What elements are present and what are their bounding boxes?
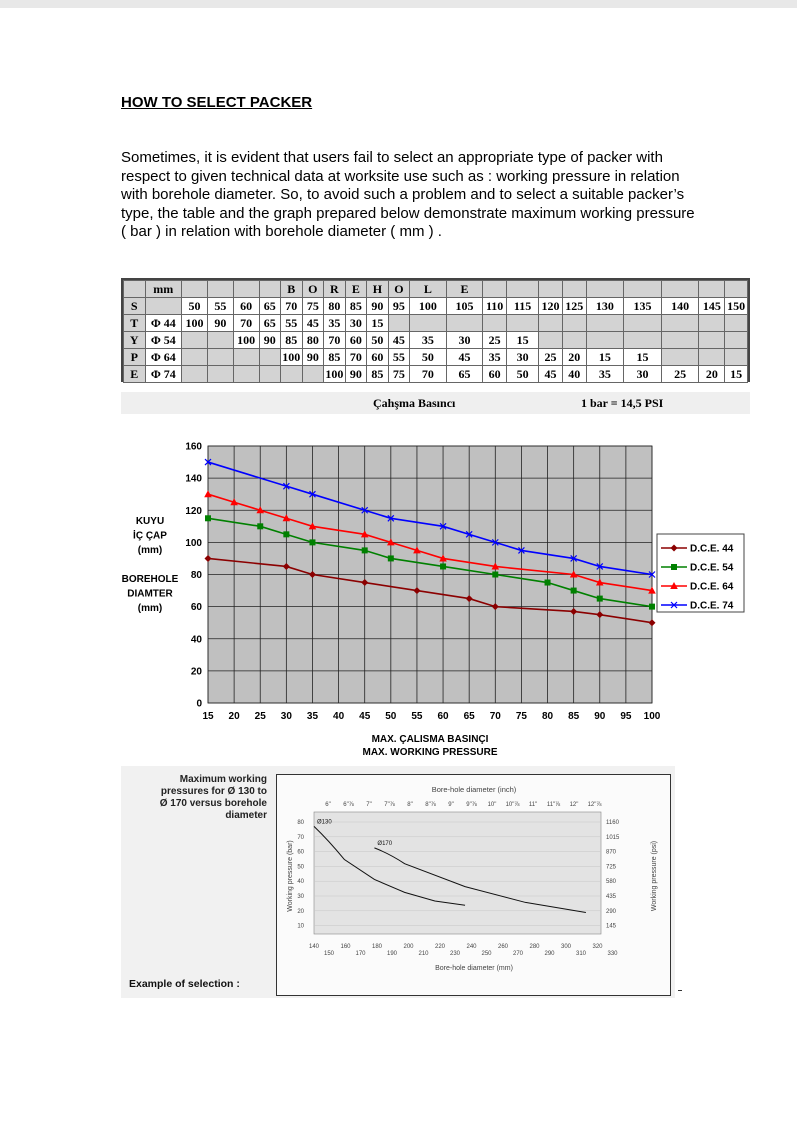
x-tick-label: 45 [359, 711, 371, 722]
inch-tick-label: 9" [448, 802, 454, 808]
pressure-cell [661, 332, 699, 349]
x-tick-label: 75 [515, 711, 527, 722]
y-tick-label: 80 [297, 820, 304, 826]
y-tick-label-psi: 145 [606, 923, 617, 930]
type-letter: T [124, 315, 146, 332]
x-tick-label: 15 [202, 711, 214, 722]
x-tick-label: 310 [575, 951, 587, 957]
y-tick-label: 60 [190, 602, 202, 614]
x-tick-label: 55 [411, 711, 423, 722]
legend-entry: D.C.E. 74 [690, 600, 734, 612]
pressure-cell: 75 [388, 366, 410, 383]
pressure-diameter-chart [120, 438, 760, 763]
data-point [440, 563, 446, 569]
inch-tick-label: 12" [569, 802, 579, 808]
pressure-cell: 35 [410, 332, 447, 349]
y-axis-label-line: İÇ ÇAP [133, 530, 167, 542]
pressure-cell [410, 315, 447, 332]
y-tick-label-psi: 1015 [606, 834, 620, 841]
table-blank-cell [259, 281, 281, 298]
stray-mark [678, 990, 682, 991]
y-tick-label: 70 [297, 834, 304, 841]
pressure-cell: 90 [207, 315, 233, 332]
y-tick-label-psi: 725 [606, 864, 617, 871]
x-tick-label: 150 [323, 951, 335, 957]
size-header: 90 [367, 298, 389, 315]
data-point [545, 580, 551, 586]
page-title: HOW TO SELECT PACKER [121, 94, 313, 111]
pressure-cell: 15 [624, 349, 662, 366]
table-row [124, 349, 748, 366]
chart2-y-axis-label-psi: Working pressure (psi) [651, 840, 658, 912]
data-point [649, 604, 655, 610]
size-header: 120 [539, 298, 563, 315]
pressure-cell: 65 [259, 315, 281, 332]
x-tick-label: 290 [544, 951, 555, 957]
y-tick-label: 20 [190, 666, 202, 678]
data-point [257, 523, 263, 529]
pressure-cell [446, 315, 483, 332]
size-header: 50 [182, 298, 208, 315]
x-tick-label: 270 [512, 951, 524, 957]
chart2-x-axis-label: Bore-hole diameter (mm) [435, 965, 513, 972]
pressure-cell: 90 [302, 349, 324, 366]
inch-tick-label: 6"⅞ [343, 802, 354, 808]
pressure-cell [207, 349, 233, 366]
x-tick-label: 50 [385, 711, 397, 722]
pressure-cell: 45 [539, 366, 563, 383]
pressure-cell: 20 [562, 349, 586, 366]
table-header-row [124, 281, 748, 298]
inch-tick-label: 11"⅞ [546, 802, 561, 808]
pressure-cell [483, 315, 507, 332]
pressure-cell [233, 349, 259, 366]
size-header: 135 [624, 298, 662, 315]
y-tick-label-psi: 1160 [606, 820, 619, 826]
pressure-cell: 15 [367, 315, 389, 332]
pressure-cell [586, 315, 624, 332]
x-tick-label: 25 [254, 711, 266, 722]
x-tick-label: 140 [308, 944, 320, 950]
table-caption [121, 392, 750, 414]
borehole-letter: R [324, 281, 346, 298]
y-tick-label-psi: 435 [606, 894, 617, 900]
pressure-cell: 100 [282, 349, 301, 364]
size-header: 140 [661, 298, 699, 315]
table-row [124, 332, 748, 349]
table-blank-cell [725, 281, 748, 298]
inch-tick-label: 7" [366, 802, 372, 808]
y-tick-label-psi: 870 [606, 849, 617, 856]
x-tick-label: 330 [607, 951, 618, 957]
x-tick-label: 190 [386, 951, 398, 957]
pressure-cell: 30 [446, 332, 483, 349]
y-tick-label: 50 [297, 864, 304, 871]
x-tick-label: 90 [594, 711, 606, 722]
secondary-chart-panel [121, 766, 675, 998]
y-tick-label: 30 [297, 894, 304, 900]
size-header: 125 [562, 298, 586, 315]
table-blank-cell [562, 281, 586, 298]
borehole-letter: H [367, 281, 389, 298]
pressure-cell: 50 [367, 332, 389, 349]
chart2-title: Bore-hole diameter (inch) [431, 785, 517, 794]
size-header: 80 [324, 298, 346, 315]
curve-label: Ø130 [317, 819, 332, 826]
pressure-cell: 35 [483, 349, 507, 366]
pressure-cell: 45 [388, 332, 410, 349]
y-tick-label: 120 [185, 505, 202, 517]
pressure-cell: 55 [388, 349, 410, 366]
pressure-cell: 60 [345, 332, 367, 349]
inch-tick-label: 6" [325, 802, 331, 808]
pressure-cell [562, 315, 586, 332]
borehole-pressure-chart [276, 774, 671, 996]
pressure-cell: 30 [345, 315, 367, 332]
pressure-cell [506, 315, 538, 332]
inch-tick-label: 10"⅞ [505, 802, 520, 808]
pressure-cell [624, 315, 662, 332]
table-blank-cell [661, 281, 699, 298]
size-header: 75 [302, 298, 324, 315]
borehole-table [121, 278, 750, 382]
x-tick-label: 160 [340, 944, 351, 950]
pressure-cell: 15 [725, 366, 748, 383]
x-tick-label: 220 [434, 944, 446, 950]
x-tick-label: 250 [481, 951, 492, 957]
x-tick-label: 260 [497, 944, 509, 950]
size-header: 85 [345, 298, 367, 315]
pressure-cell: 85 [281, 332, 303, 349]
pressure-cell: 15 [506, 332, 538, 349]
data-point [388, 555, 394, 561]
size-header: 70 [281, 298, 303, 315]
pressure-cell [725, 332, 748, 349]
packer-diameter-label: Φ 64 [145, 349, 182, 366]
table-size-row [124, 298, 748, 315]
size-header: 130 [586, 298, 624, 315]
pressure-cell [182, 332, 208, 349]
x-axis-label-line: MAX. ÇALISMA BASINÇI [371, 734, 489, 745]
packer-diameter-label: Φ 54 [145, 332, 182, 349]
pressure-cell: 90 [345, 366, 367, 383]
example-label: Example of selection : [129, 978, 240, 990]
pressure-cell [233, 366, 259, 383]
y-tick-label: 160 [185, 441, 202, 453]
pressure-cell: 35 [324, 315, 346, 332]
table-blank-cell [624, 281, 662, 298]
pressure-cell [302, 366, 324, 383]
pressure-cell: 50 [410, 349, 447, 366]
x-tick-label: 230 [449, 951, 461, 957]
pressure-cell: 100 [233, 332, 259, 349]
size-header: 65 [259, 298, 281, 315]
x-tick-label: 240 [466, 944, 477, 950]
pressure-cell [539, 315, 563, 332]
y-tick-label: 40 [297, 879, 304, 886]
pressure-cell [699, 315, 725, 332]
pressure-cell: 45 [446, 349, 483, 366]
inch-tick-label: 10" [487, 802, 497, 808]
borehole-letter: O [388, 281, 410, 298]
pressure-cell: 40 [562, 366, 586, 383]
pressure-cell [661, 349, 699, 366]
pressure-cell: 25 [483, 332, 507, 349]
pressure-cell: 15 [586, 349, 624, 366]
pressure-cell: 25 [661, 366, 699, 383]
pressure-cell: 35 [586, 366, 624, 383]
data-point [362, 547, 368, 553]
table-blank-cell [233, 281, 259, 298]
y-tick-label: 80 [190, 570, 202, 581]
inch-tick-label: 12"⅞ [587, 802, 602, 808]
pressure-cell [725, 315, 748, 332]
inch-tick-label: 8"⅞ [425, 802, 436, 808]
page-top-bar [0, 0, 797, 8]
legend-entry: D.C.E. 44 [690, 543, 734, 555]
inch-tick-label: 7"⅞ [384, 802, 395, 808]
x-tick-label: 210 [418, 951, 429, 957]
pressure-cell [259, 366, 281, 383]
table-blank-cell [483, 281, 507, 298]
borehole-letter: E [345, 281, 367, 298]
pressure-caption: Çahşma Basıncı [373, 396, 456, 410]
pressure-cell: 20 [699, 366, 725, 383]
legend-entry: D.C.E. 54 [690, 562, 734, 574]
pressure-cell [207, 366, 233, 383]
pressure-cell: 80 [302, 332, 324, 349]
inch-tick-label: 9"⅞ [466, 802, 477, 808]
y-tick-label: 100 [185, 537, 202, 549]
x-tick-label: 20 [228, 711, 240, 722]
y-tick-label: 40 [190, 634, 202, 646]
x-tick-label: 30 [280, 711, 292, 722]
pressure-cell: 30 [506, 349, 538, 366]
x-tick-label: 100 [643, 711, 661, 722]
y-tick-label: 140 [185, 473, 202, 485]
y-tick-label-psi: 580 [606, 879, 617, 886]
pressure-cell: 60 [367, 349, 389, 366]
x-tick-label: 300 [560, 944, 572, 950]
table-diagonal-cell [145, 298, 182, 315]
table-blank-cell [539, 281, 563, 298]
y-tick-label: 10 [297, 923, 304, 930]
table-blank-cell [586, 281, 624, 298]
x-tick-label: 320 [592, 944, 603, 950]
pressure-cell [699, 349, 725, 366]
table-unit-label: mm [145, 281, 182, 298]
size-header: 95 [388, 298, 410, 315]
borehole-letter: E [446, 281, 483, 298]
x-tick-label: 280 [529, 944, 540, 950]
pressure-cell: 85 [367, 366, 389, 383]
size-header: 150 [725, 298, 748, 315]
pressure-cell: 70 [345, 349, 367, 366]
y-tick-label: 0 [196, 698, 202, 710]
pressure-cell [725, 349, 748, 366]
type-letter: S [124, 298, 146, 315]
table-blank-cell [207, 281, 233, 298]
data-point [283, 531, 289, 537]
x-tick-label: 180 [371, 944, 383, 950]
x-tick-label: 60 [437, 711, 449, 722]
table-row [124, 315, 748, 332]
size-header: 60 [233, 298, 259, 315]
y-tick-label: 60 [297, 849, 304, 856]
x-tick-label: 200 [403, 944, 414, 950]
data-point [309, 539, 315, 545]
pressure-cell: 100 [325, 366, 344, 381]
type-letter: Y [124, 332, 146, 349]
x-tick-label: 80 [541, 711, 554, 722]
borehole-letter: O [302, 281, 324, 298]
size-header: 105 [446, 298, 483, 315]
x-tick-label: 95 [620, 711, 632, 722]
pressure-cell [388, 315, 410, 332]
x-tick-label: 35 [306, 711, 319, 722]
y-axis-label-line: BOREHOLE [121, 574, 179, 585]
y-axis-label-line: KUYU [135, 516, 165, 527]
pressure-cell: 70 [324, 332, 346, 349]
pressure-cell: 70 [233, 315, 259, 332]
table-blank-cell [506, 281, 538, 298]
intro-paragraph: Sometimes, it is evident that users fail to select an appropriate type of packer with respect to given technical data at worksite use such as : working pressure in relation with borehole diameter. So, to avoid such a problem and to select a suitable packer’s type, the table and the graph prepared below demonstrate maximum working pressure ( bar ) in relation with borehole diameter ( mm ) . [121, 149, 695, 240]
pressure-cell [182, 366, 208, 383]
x-tick-label: 170 [355, 951, 366, 957]
pressure-cell [182, 349, 208, 366]
pressure-cell [562, 332, 586, 349]
pressure-cell: 25 [539, 349, 563, 366]
table-blank-cell [182, 281, 208, 298]
pressure-cell [539, 332, 563, 349]
packer-diameter-label: Φ 44 [145, 315, 182, 332]
size-header: 145 [699, 298, 725, 315]
x-axis-label-line: MAX. WORKING PRESSURE [362, 747, 498, 758]
size-header: 110 [483, 298, 507, 315]
type-letter: E [124, 366, 146, 383]
pressure-cell: 100 [182, 315, 208, 332]
pressure-cell: 70 [410, 366, 447, 383]
pressure-cell [207, 332, 233, 349]
pressure-cell: 55 [281, 315, 303, 332]
inch-tick-label: 8" [407, 802, 413, 808]
pressure-cell [661, 315, 699, 332]
pressure-cell [259, 349, 281, 366]
pressure-cell [699, 332, 725, 349]
pressure-cell: 65 [446, 366, 483, 383]
size-header: 100 [410, 298, 447, 315]
table-corner-blank [124, 281, 146, 298]
x-tick-label: 85 [568, 711, 580, 722]
y-axis-label-line: DIAMTER [127, 588, 173, 600]
data-point [205, 515, 211, 521]
size-header: 55 [207, 298, 233, 315]
chart2-plot-area [314, 812, 601, 934]
x-tick-label: 70 [489, 711, 501, 722]
y-axis-label-line: (mm) [137, 545, 163, 556]
pressure-cell: 50 [506, 366, 538, 383]
size-header: 115 [506, 298, 538, 315]
data-point [671, 564, 677, 570]
legend-entry: D.C.E. 64 [690, 581, 734, 593]
pressure-cell: 30 [624, 366, 662, 383]
pressure-cell [586, 332, 624, 349]
pressure-cell: 45 [302, 315, 324, 332]
pressure-cell: 85 [324, 349, 346, 366]
inch-tick-label: 11" [528, 802, 538, 808]
pressure-cell: 60 [483, 366, 507, 383]
panel2-note: Maximum working pressures for Ø 130 to Ø 170 versus borehole diameter [159, 774, 267, 821]
y-axis-label-line: (mm) [137, 603, 163, 614]
curve-label: Ø170 [377, 840, 393, 847]
data-point [571, 588, 577, 594]
table-blank-cell [699, 281, 725, 298]
packer-diameter-label: Φ 74 [145, 366, 182, 383]
y-tick-label-psi: 290 [606, 908, 617, 915]
data-point [597, 596, 603, 602]
borehole-letter: B [281, 281, 303, 298]
unit-conversion-caption: 1 bar = 14,5 PSI [581, 396, 664, 410]
chart2-y-axis-label: Working pressure (bar) [287, 840, 294, 912]
data-point [492, 572, 498, 578]
x-tick-label: 40 [333, 711, 345, 722]
pressure-cell [624, 332, 662, 349]
pressure-cell: 90 [259, 332, 281, 349]
pressure-cell [281, 366, 303, 383]
y-tick-label: 20 [297, 908, 304, 915]
type-letter: P [124, 349, 146, 366]
x-tick-label: 65 [463, 711, 475, 722]
borehole-letter: L [410, 281, 447, 298]
table-row [124, 366, 748, 383]
